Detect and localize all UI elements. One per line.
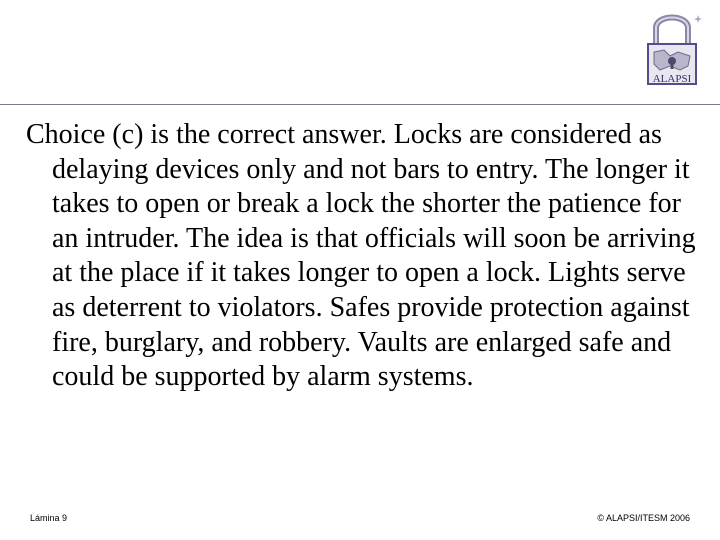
svg-text:ALAPSI: ALAPSI <box>652 73 692 85</box>
slide-body-text: Choice (c) is the correct answer. Locks are considered as delaying devices only and not bars to entry. The longer it takes to open or break a lock the shorter the patience for an intruder. The idea is that officials will soon be arriving at the place if it takes longer to open a lock. Lights serve as deterrent to violators. Safes provide protection against fire, burglary, and robbery. Vaults are enlarged safe and could be supported by alarm systems. <box>26 119 696 393</box>
copyright-label: © ALAPSI/ITESM 2006 <box>597 513 690 523</box>
padlock-logo-icon <box>640 6 704 90</box>
header-divider <box>0 104 720 105</box>
slide-number-label: Lámina 9 <box>30 513 68 523</box>
